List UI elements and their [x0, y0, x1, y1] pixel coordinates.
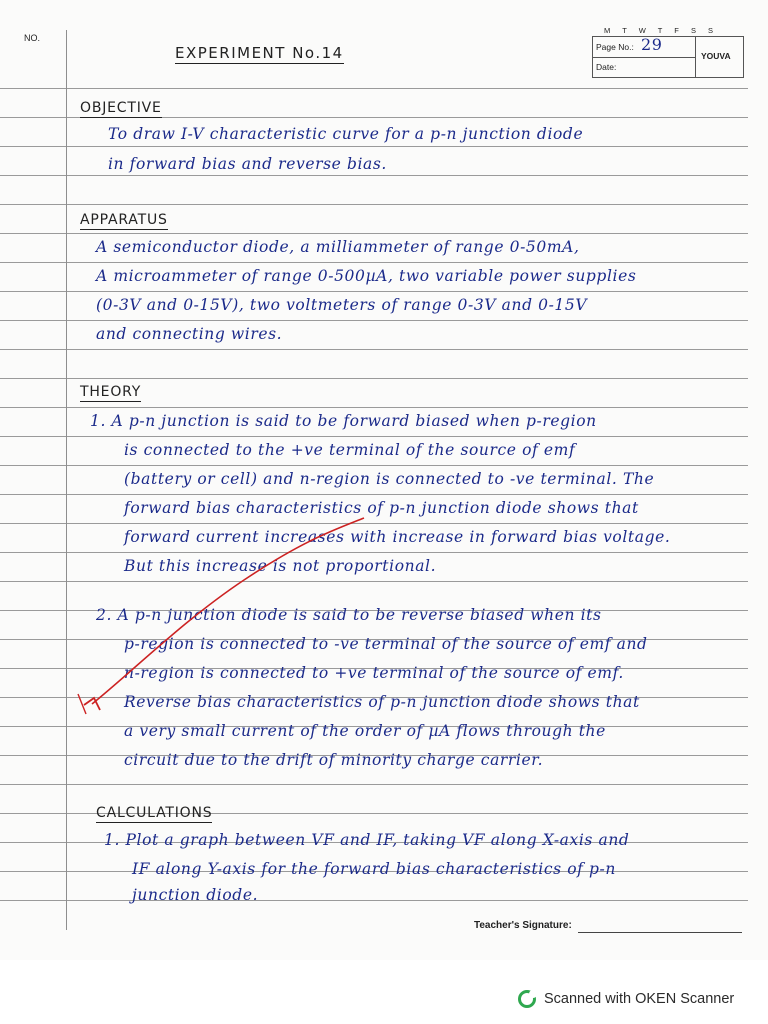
ruled-line	[0, 233, 748, 234]
oken-logo-icon	[518, 990, 536, 1008]
apparatus-line: and connecting wires.	[96, 325, 283, 343]
ruled-line	[0, 262, 748, 263]
theory-point2-line: a very small current of the order of µA flows through the	[124, 722, 606, 740]
ruled-line	[0, 784, 748, 785]
no-label: NO.	[24, 33, 41, 43]
ruled-line	[0, 291, 748, 292]
calculations-line: IF along Y-axis for the forward bias characteristics of p-n	[132, 860, 616, 878]
calculations-line: junction diode.	[132, 886, 259, 904]
apparatus-heading: APPARATUS	[80, 212, 168, 228]
ruled-line	[0, 900, 748, 901]
theory-point2-line: Reverse bias characteristics of p-n junction diode shows that	[124, 693, 640, 711]
margin-line	[66, 30, 67, 930]
date-label: Date:	[596, 62, 617, 72]
theory-point2-line: circuit due to the drift of minority charge carrier.	[124, 751, 544, 769]
page-info-box	[592, 36, 744, 78]
apparatus-line: (0-3V and 0-15V), two voltmeters of range 0-3V and 0-15V	[96, 296, 588, 314]
theory-point2-line: 2. A p-n junction diode is said to be reverse biased when its	[96, 606, 602, 624]
objective-heading: OBJECTIVE	[80, 100, 162, 116]
ruled-line	[0, 349, 748, 350]
signature-line	[578, 932, 742, 933]
teacher-signature-label: Teacher's Signature:	[474, 920, 572, 931]
page-no-label: Page No.:	[596, 42, 634, 52]
calculations-line: 1. Plot a graph between VF and IF, taking VF along X-axis and	[104, 831, 630, 849]
theory-point1-line: 1. A p-n junction is said to be forward biased when p-region	[90, 412, 597, 430]
weekday-row: M T W T F S S	[604, 26, 719, 35]
page-no-value: 29	[641, 35, 663, 54]
scanner-watermark	[518, 990, 734, 1008]
theory-point1-line: forward bias characteristics of p-n junction diode shows that	[124, 499, 639, 517]
objective-line: in forward bias and reverse bias.	[108, 155, 387, 173]
theory-point1-line: forward current increases with increase in forward bias voltage.	[124, 528, 671, 546]
objective-line: To draw I-V characteristic curve for a p-n junction diode	[108, 125, 584, 143]
page-title: EXPERIMENT No.14	[175, 44, 344, 62]
correction-arrow-mark	[74, 500, 374, 725]
scanner-text: Scanned with OKEN Scanner	[544, 991, 735, 1007]
ruled-line	[0, 204, 748, 205]
theory-heading: THEORY	[80, 384, 142, 400]
ruled-line	[0, 407, 748, 408]
ruled-line	[0, 465, 748, 466]
ruled-line	[0, 88, 748, 89]
calculations-heading: CALCULATIONS	[96, 805, 213, 821]
theory-point2-line: p-region is connected to -ve terminal of the source of emf and	[124, 635, 648, 653]
apparatus-line: A semiconductor diode, a milliammeter of range 0-50mA,	[96, 238, 580, 256]
ruled-line	[0, 175, 748, 176]
ruled-line	[0, 436, 748, 437]
ruled-line	[0, 146, 748, 147]
ruled-line	[0, 320, 748, 321]
brand-logo: YOUVA	[701, 51, 731, 61]
theory-point1-line: But this increase is not proportional.	[124, 557, 437, 575]
theory-point2-line: n-region is connected to +ve terminal of the source of emf.	[124, 664, 624, 682]
theory-point1-line: is connected to the +ve terminal of the source of emf	[124, 441, 576, 459]
ruled-line	[0, 494, 748, 495]
apparatus-line: A microammeter of range 0-500µA, two variable power supplies	[96, 267, 637, 285]
ruled-line	[0, 378, 748, 379]
theory-point1-line: (battery or cell) and n-region is connected to -ve terminal. The	[124, 470, 655, 488]
